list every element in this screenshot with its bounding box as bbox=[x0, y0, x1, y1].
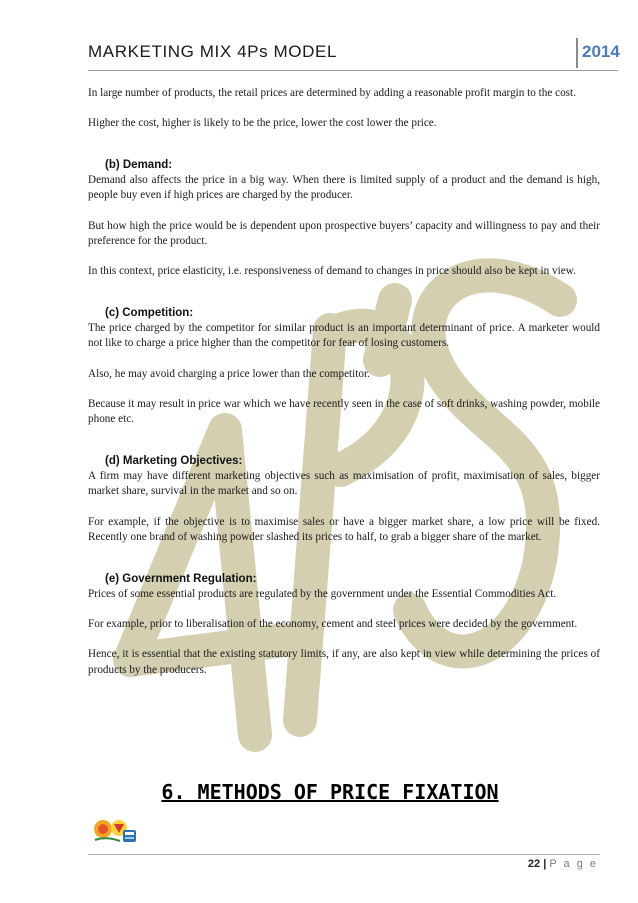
section-heading-marketing-objectives: (d) Marketing Objectives: bbox=[105, 454, 243, 467]
paragraph: Prices of some essential products are regulated by the government under the Essential Commodities Act. bbox=[88, 587, 557, 600]
footer-separator: | bbox=[543, 858, 547, 870]
next-section-heading-text: 6. METHODS OF PRICE FIXATION bbox=[161, 780, 499, 804]
paragraph: But how high the price would be is dependent upon prospective buyers’ capacity and willingness to pay and their preference for the product. bbox=[88, 219, 600, 248]
next-section-heading bbox=[0, 780, 638, 804]
section-heading-competition: (c) Competition: bbox=[105, 306, 194, 319]
paragraph: Hence, it is essential that the existing statutory limits, if any, are also kept in view while determining the prices of products by the producers. bbox=[88, 648, 600, 676]
section-government-regulation bbox=[88, 571, 600, 679]
header-title: MARKETING MIX 4Ps MODEL bbox=[88, 42, 338, 61]
section-heading-government-regulation: (e) Government Regulation: bbox=[105, 572, 257, 585]
paragraph: Also, he may avoid charging a price lower than the competitor. bbox=[88, 367, 370, 380]
paragraph: For example, if the objective is to maximise sales or have a bigger market share, a low price will be fixed. Recently one brand of washing powder slashed its prices to half, to grab a bigger share of the market. bbox=[88, 515, 600, 544]
section-heading-demand: (b) Demand: bbox=[105, 158, 173, 171]
brand-logo bbox=[92, 816, 138, 846]
intro-paragraph-1: In large number of products, the retail prices are determined by adding a reasonable profit margin to the cost. bbox=[88, 87, 576, 99]
document-body bbox=[88, 86, 600, 693]
paragraph: In this context, price elasticity, i.e. responsiveness of demand to changes in price should also be kept in view. bbox=[88, 265, 576, 278]
section-marketing-objectives bbox=[88, 453, 600, 546]
paragraph: Demand also affects the price in a big way. When there is limited supply of a product and the demand is high, people buy even if high prices are charged by the producer. bbox=[88, 173, 600, 202]
page-label: P a g e bbox=[549, 858, 598, 870]
intro-paragraph-2: Higher the cost, higher is likely to be the price, lower the cost lower the price. bbox=[88, 117, 437, 130]
header-rule bbox=[88, 70, 618, 71]
page-footer bbox=[528, 858, 598, 870]
header-separator bbox=[576, 38, 578, 68]
section-demand bbox=[88, 157, 600, 280]
header-year: 2014 bbox=[582, 42, 620, 61]
paragraph: Because it may result in price war which we have recently seen in the case of soft drinks, washing powder, mobile phone etc. bbox=[88, 398, 600, 426]
section-competition bbox=[88, 305, 600, 428]
paragraph: A firm may have different marketing objectives such as maximisation of profit, maximisation of sales, bigger market share, survival in the market and so on. bbox=[88, 469, 600, 498]
paragraph: For example, prior to liberalisation of the economy, cement and steel prices were decided by the government. bbox=[88, 617, 578, 630]
paragraph: The price charged by the competitor for similar product is an important determinant of price. A marketer would not like to charge a price higher than the competitor for fear of losing customers. bbox=[88, 321, 600, 350]
footer-rule bbox=[88, 854, 600, 855]
page-number: 22 bbox=[527, 858, 541, 870]
